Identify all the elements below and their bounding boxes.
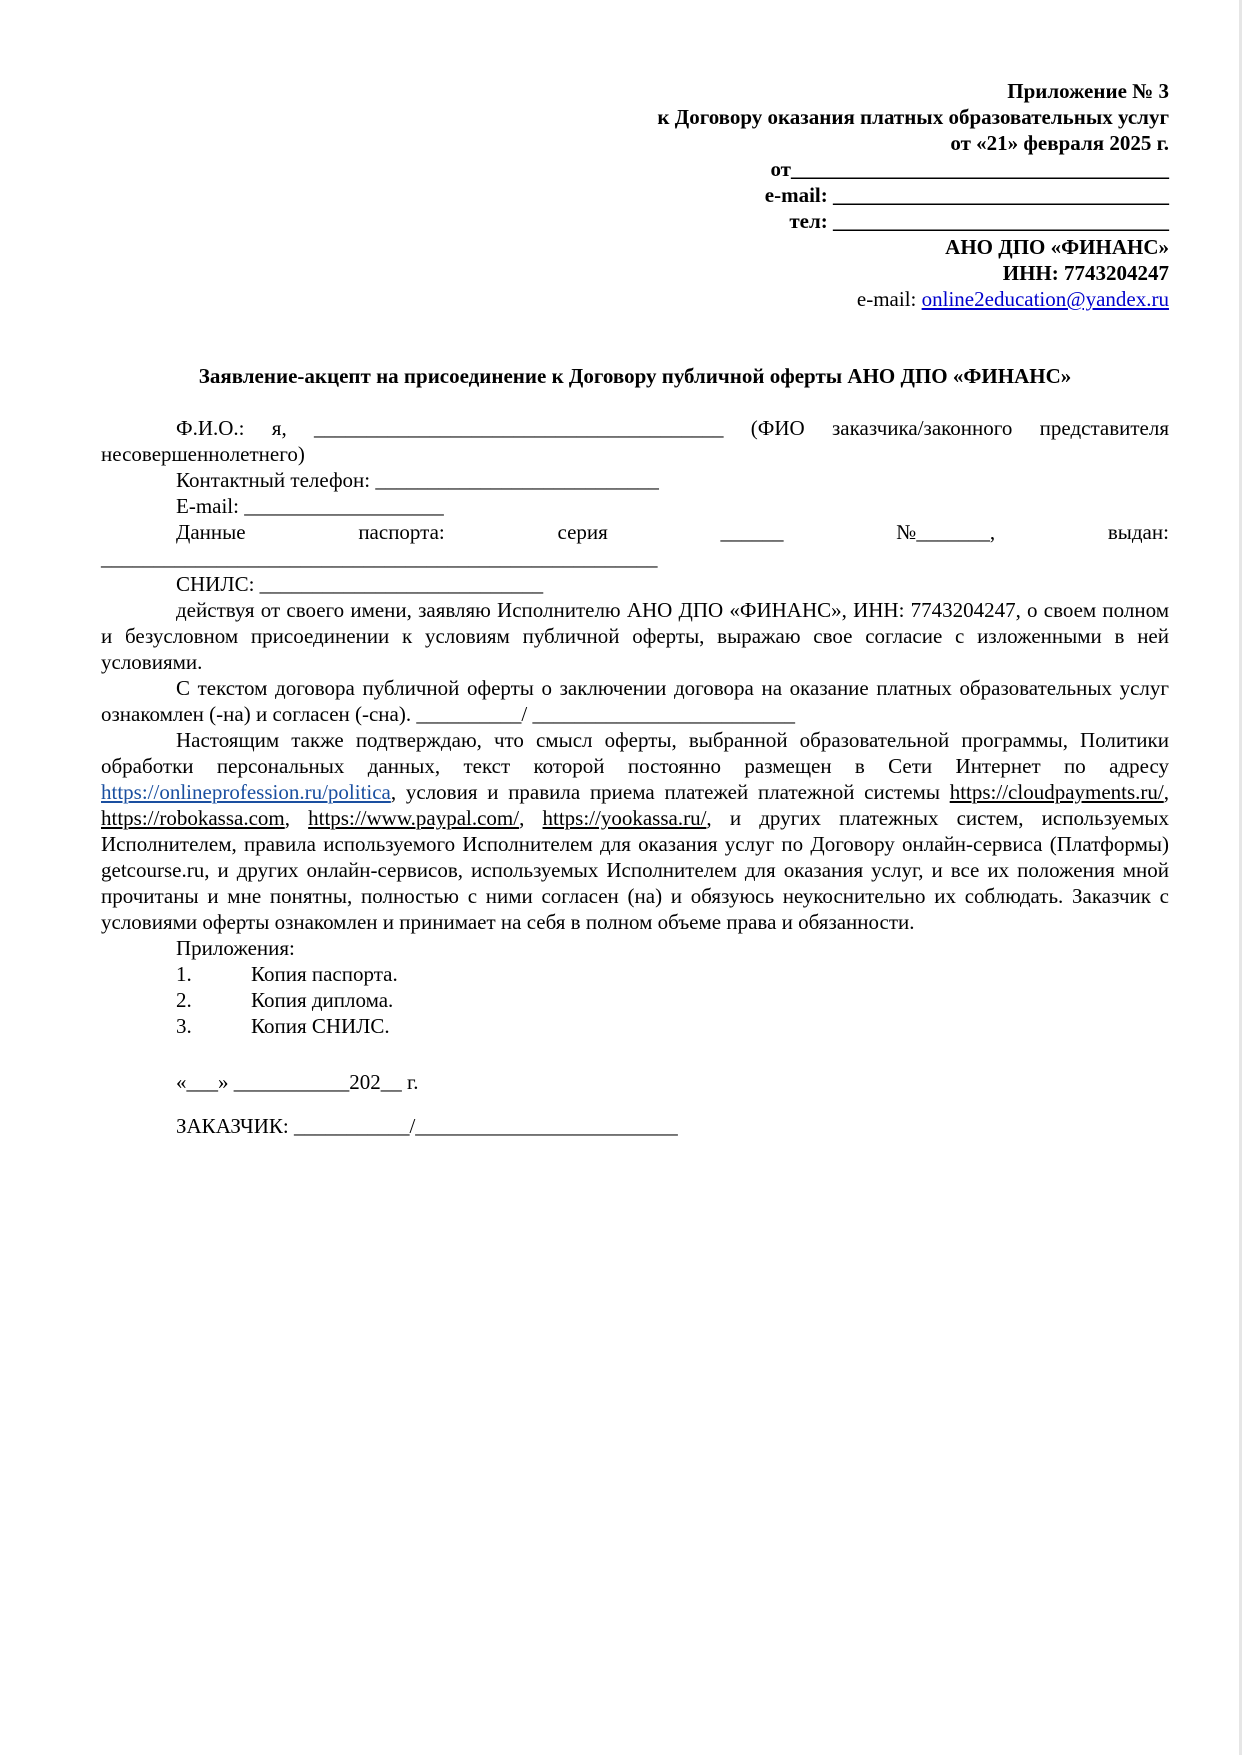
org-email-line [101, 286, 1169, 312]
text: Настоящим также подтверждаю, что смысл оферты, выбранной образовательной программы, Политики обработки персональных данных, текст которой постоянно размещен в Сети Интернет по адресу [101, 728, 1169, 778]
org-inn: ИНН: 7743204247 [1002, 261, 1169, 285]
appendix-number: Приложение № 3 [1007, 79, 1169, 103]
contact-phone-field[interactable]: Контактный телефон: ___________________________ [176, 468, 659, 492]
politica-link[interactable]: https://onlineprofession.ru/politica [101, 780, 391, 804]
document-title: Заявление-акцепт на присоединение к Договору публичной оферты АНО ДПО «ФИНАНС» [198, 364, 1072, 388]
passport-word: Данные [176, 520, 246, 544]
passport-issued-blank[interactable]: _____________________________________________________ [101, 546, 658, 570]
org-email-label: e-mail: [856, 287, 922, 311]
list-item [101, 961, 1169, 987]
item-number: 2. [176, 988, 192, 1012]
confirmation-paragraph [101, 727, 1169, 935]
text: , [284, 806, 309, 830]
passport-word: паспорта: [358, 520, 445, 544]
org-name: АНО ДПО «ФИНАНС» [945, 235, 1169, 259]
robokassa-link[interactable]: https://robokassa.com [101, 806, 285, 830]
attachments-label: Приложения: [176, 936, 295, 960]
passport-word: серия [557, 520, 608, 544]
item-text: Копия СНИЛС. [251, 1014, 390, 1038]
text: , [1163, 780, 1169, 804]
from-blank: ____________________________________ [791, 157, 1169, 181]
phone-blank: ________________________________ [827, 209, 1169, 233]
date-field[interactable]: «___» ___________202__ г. [176, 1070, 419, 1094]
org-email-link[interactable]: online2education@yandex.ru [921, 287, 1169, 311]
list-item [101, 1013, 1169, 1039]
item-number: 1. [176, 962, 192, 986]
item-number: 3. [176, 1014, 192, 1038]
email-label: e-mail: [764, 183, 828, 207]
passport-word: выдан: [1107, 520, 1169, 544]
cloudpayments-link[interactable]: https://cloudpayments.ru/ [949, 780, 1164, 804]
snils-field[interactable]: СНИЛС: ___________________________ [176, 572, 544, 596]
contract-date: от «21» февраля 2025 г. [950, 131, 1169, 155]
text: , [519, 806, 543, 830]
document-page [101, 78, 1169, 1139]
from-label: от [770, 157, 791, 181]
item-text: Копия паспорта. [251, 962, 398, 986]
list-item [101, 987, 1169, 1013]
phone-field[interactable] [101, 208, 1169, 234]
email-field[interactable] [101, 182, 1169, 208]
phone-label: тел: [789, 209, 828, 233]
declaration-paragraph: действуя от своего имени, заявляю Исполнителю АНО ДПО «ФИНАНС», ИНН: 7743204247, о своем полном и безусловном присоединении к условиям публичной оферты, выражаю свое согласие с изложенными в ней условиями. [101, 598, 1169, 674]
passport-series-blank: ______ [720, 520, 784, 544]
form-email-field[interactable]: E-mail: ___________________ [176, 494, 444, 518]
text: , условия и правила приема платежей платежной системы [390, 780, 950, 804]
passport-number-blank: №_______, [896, 520, 996, 544]
from-field[interactable] [101, 156, 1169, 182]
customer-signature-field[interactable]: ЗАКАЗЧИК: ___________/_________________________ [176, 1114, 678, 1138]
email-blank: ________________________________ [827, 183, 1169, 207]
text: , и других платежных систем, используемых Исполнителем, правила используемого Исполнителем для оказания услуг по Договору онлайн-сервиса (Платформы) getcourse.ru, и других онлайн-сервисов, используемых Исполнителем для оказания услуг, и все их положения мной прочитаны и мне понятны, полностью с ними согласен (на) и обязуюсь неукоснительно их соблюдать. Заказчик с условиями оферты ознакомлен и принимает на себя в полном объеме права и обязанности. [101, 806, 1170, 934]
passport-field[interactable] [101, 519, 1169, 545]
yookassa-link[interactable]: https://yookassa.ru/ [542, 806, 707, 830]
agreement-paragraph: С текстом договора публичной оферты о заключении договора на оказание платных образовательных услуг ознакомлен (-на) и согласен (-сна). __________/ _________________________ [101, 676, 1169, 726]
fio-field[interactable]: Ф.И.О.: я, _______________________________________ (ФИО заказчика/законного представителя несовершеннолетнего) [101, 416, 1169, 466]
paypal-link[interactable]: https://www.paypal.com/ [308, 806, 520, 830]
contract-ref: к Договору оказания платных образовательных услуг [657, 105, 1169, 129]
item-text: Копия диплома. [251, 988, 394, 1012]
